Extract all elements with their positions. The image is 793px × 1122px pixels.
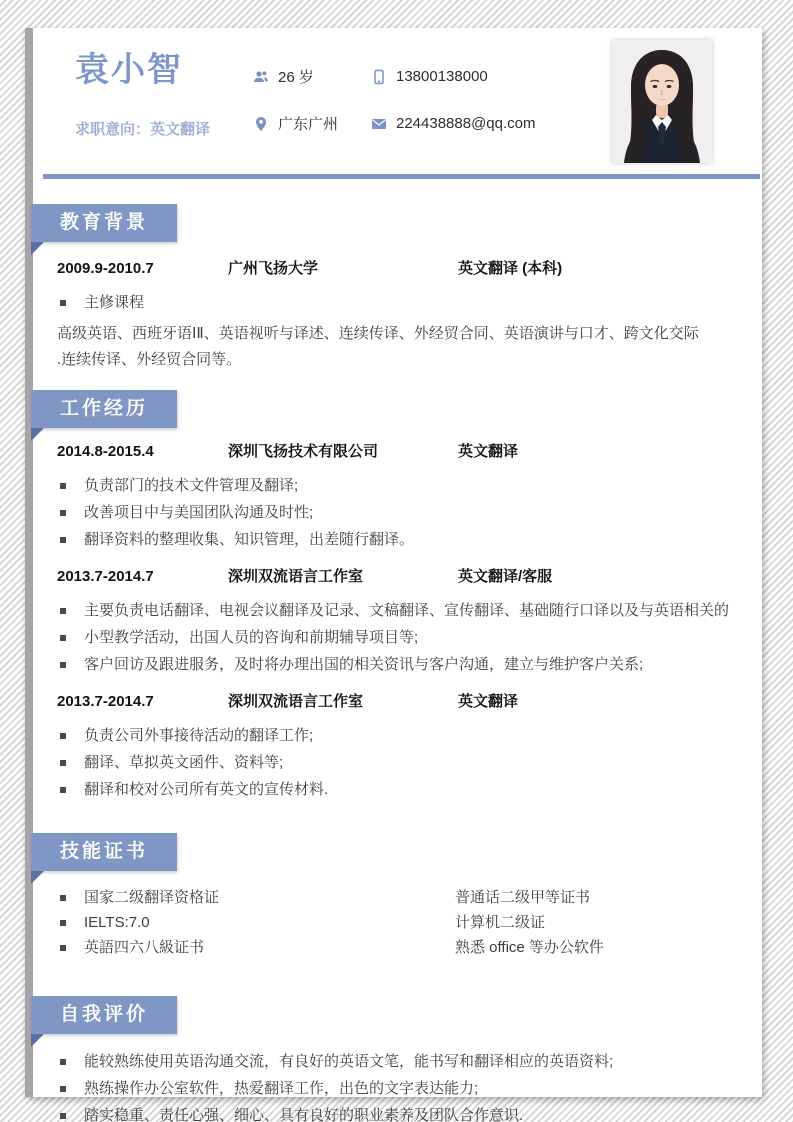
skills-title: 技能证书 [60, 841, 149, 862]
work-entry-head [57, 567, 732, 587]
work-role: 英文翻译 [458, 443, 519, 460]
contact-age [253, 66, 371, 87]
skills-banner [31, 833, 177, 871]
work-bullets [57, 597, 732, 678]
work-entry-1 [57, 442, 732, 553]
person-icon [253, 69, 269, 85]
list-item: 翻译和校对公司所有英文的宣传材料. [57, 776, 732, 803]
work-role: 英文翻译/客服 [458, 568, 553, 585]
section-evaluation [57, 996, 732, 1122]
list-item: 翻译资料的整理收集、知识管理，出差随行翻译。 [57, 526, 732, 553]
courses-line1: 高级英语、西班牙语ⅠⅡ、英语视听与译述、连续传译、外经贸合同、英语演讲与口才、跨文化交际 [57, 325, 699, 342]
job-intention: 求职意向：英文翻译 [75, 121, 211, 138]
work-company: 深圳双流语言工作室 [228, 568, 364, 585]
contact-email [371, 113, 536, 134]
work-title: 工作经历 [60, 398, 149, 419]
location-value: 广东广州 [278, 116, 339, 133]
skill-item: 计算机二级证 [455, 914, 546, 931]
skill-row [57, 885, 732, 910]
courses-line2: .连续传译、外经贸合同等。 [57, 351, 242, 368]
list-item: 改善项目中与美国团队沟通及时性; [57, 499, 732, 526]
work-entry-2 [57, 567, 732, 678]
header-divider [43, 174, 760, 179]
section-work [57, 390, 732, 803]
work-entry-head [57, 692, 732, 712]
list-item: 小型教学活动，出国人员的咨询和前期辅导项目等; [57, 624, 732, 651]
work-date: 2014.8-2015.4 [57, 443, 154, 460]
list-item: 踏实稳重、责任心强、细心、具有良好的职业素养及团队合作意识. [57, 1102, 732, 1122]
banner-fold [31, 428, 44, 441]
work-banner [31, 390, 177, 428]
work-bullets [57, 472, 732, 553]
section-skills [57, 833, 732, 960]
skill-item: 熟悉 office 等办公软件 [455, 939, 604, 956]
evaluation-bullets [57, 1048, 732, 1122]
skill-item: 英語四六八級证书 [57, 935, 455, 960]
list-item: 翻译、草拟英文函件、资料等; [57, 749, 732, 776]
phone-value: 13800138000 [396, 68, 488, 85]
work-entry-3 [57, 692, 732, 803]
banner-fold [31, 871, 44, 884]
email-value: 224438888@qq.com [396, 115, 536, 132]
education-courses [57, 321, 732, 373]
resume-page [25, 28, 762, 1122]
list-item: 负责公司外事接待活动的翻译工作; [57, 722, 732, 749]
list-item: 负责部门的技术文件管理及翻译; [57, 472, 732, 499]
mail-icon [371, 116, 387, 132]
evaluation-title: 自我评价 [60, 1004, 149, 1025]
list-item: 主要负责电话翻译、电视会议翻译及记录、文稿翻译、宣传翻译、基础随行口译以及与英语相关的 [57, 597, 732, 624]
phone-icon [371, 69, 387, 85]
list-item: 能较熟练使用英语沟通交流，有良好的英语文笔，能书写和翻译相应的英语资料; [57, 1048, 732, 1075]
education-entry-head [57, 259, 732, 279]
work-entry-head [57, 442, 732, 462]
education-major: 英文翻译 (本科) [458, 260, 563, 277]
education-date: 2009.9-2010.7 [57, 260, 154, 277]
list-item: 熟练操作办公室软件，热爱翻译工作，出色的文字表达能力; [57, 1075, 732, 1102]
work-role: 英文翻译 [458, 693, 519, 710]
contact-phone [371, 66, 536, 87]
list-item: 主修课程 [57, 289, 732, 316]
work-date: 2013.7-2014.7 [57, 568, 154, 585]
work-date: 2013.7-2014.7 [57, 693, 154, 710]
profile-photo [612, 40, 712, 163]
candidate-name: 袁小智 [75, 51, 183, 89]
education-school: 广州飞扬大学 [228, 260, 319, 277]
contact-info [253, 66, 536, 134]
contact-location [253, 113, 371, 134]
work-bullets [57, 722, 732, 803]
skill-item: 国家二级翻译资格证 [57, 885, 455, 910]
page-spine-bar [25, 28, 33, 1097]
work-company: 深圳双流语言工作室 [228, 693, 364, 710]
resume-header [57, 28, 732, 179]
skill-row [57, 910, 732, 935]
list-item: 客户回访及跟进服务，及时将办理出国的相关资讯与客户沟通，建立与维护客户关系; [57, 651, 732, 678]
location-pin-icon [253, 116, 269, 132]
section-education [57, 204, 732, 373]
skills-list [57, 885, 732, 960]
skill-item: IELTS:7.0 [57, 910, 455, 935]
evaluation-banner [31, 996, 177, 1034]
education-title: 教育背景 [60, 212, 149, 233]
age-value: 26 岁 [278, 69, 314, 86]
work-company: 深圳飞扬技术有限公司 [228, 443, 379, 460]
education-bullets [57, 289, 732, 316]
skill-row [57, 935, 732, 960]
skill-item: 普通话二级甲等证书 [455, 889, 591, 906]
education-banner [31, 204, 177, 242]
